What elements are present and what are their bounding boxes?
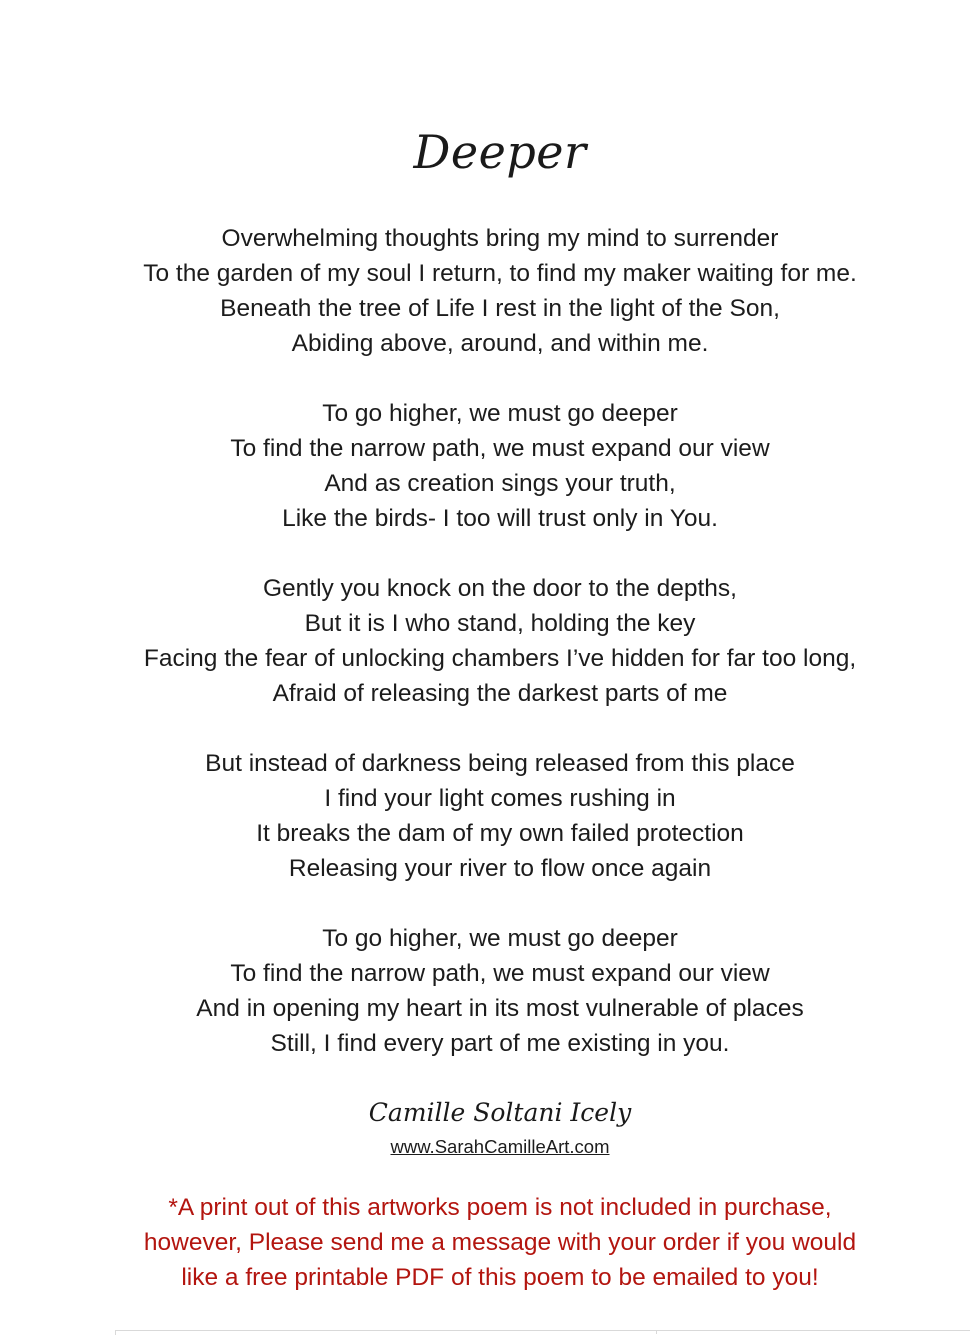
poem-line: To find the narrow path, we must expand our view: [230, 435, 770, 462]
poem-line: Releasing your river to flow once again: [288, 855, 712, 882]
stanza-1: [0, 221, 970, 361]
poem-line: And as creation sings your truth,: [324, 470, 676, 497]
poem-line: And in opening my heart in its most vulnerable of places: [196, 995, 804, 1022]
poem-line: To find the narrow path, we must expand our view: [230, 960, 770, 987]
poem-line: But instead of darkness being released from this place: [205, 750, 795, 777]
poem-body: [0, 221, 970, 1061]
bottom-frame-divider: [656, 1330, 657, 1334]
notice-line: however, Please send me a message with your order if you would: [143, 1229, 857, 1256]
poem-line: Overwhelming thoughts bring my mind to surrender: [221, 225, 779, 252]
poem-line: Facing the fear of unlocking chambers I’ve hidden for far too long,: [143, 645, 857, 672]
author-signature: Camille Soltani Icely: [368, 1098, 632, 1127]
stanza-2: [0, 396, 970, 536]
bottom-frame-edge: [115, 1330, 970, 1335]
poem-line: Like the birds- I too will trust only in You.: [282, 505, 718, 532]
stanza-5: [0, 921, 970, 1061]
poem-line: I find your light comes rushing in: [324, 785, 676, 812]
poem-line: To go higher, we must go deeper: [322, 925, 678, 952]
poem-line: Afraid of releasing the darkest parts of me: [272, 680, 728, 707]
poem-line: But it is I who stand, holding the key: [304, 610, 696, 637]
print-notice: [0, 1190, 970, 1295]
poem-line: Gently you knock on the door to the depths,: [263, 575, 737, 602]
poem-line: Beneath the tree of Life I rest in the light of the Son,: [220, 295, 780, 322]
poem-line: To go higher, we must go deeper: [322, 400, 678, 427]
notice-line: like a free printable PDF of this poem to be emailed to you!: [181, 1264, 819, 1291]
stanza-3: [0, 571, 970, 711]
poem-line: Abiding above, around, and within me.: [291, 330, 709, 357]
website-link[interactable]: www.SarahCamilleArt.com: [390, 1136, 610, 1157]
stanza-4: [0, 746, 970, 886]
poem-line: To the garden of my soul I return, to find my maker waiting for me.: [143, 260, 857, 287]
poem-line: It breaks the dam of my own failed protection: [256, 820, 744, 847]
poem-line: Still, I find every part of me existing in you.: [270, 1030, 730, 1057]
poem-title: Deeper: [413, 125, 587, 179]
notice-line: *A print out of this artworks poem is not included in purchase,: [168, 1194, 832, 1221]
